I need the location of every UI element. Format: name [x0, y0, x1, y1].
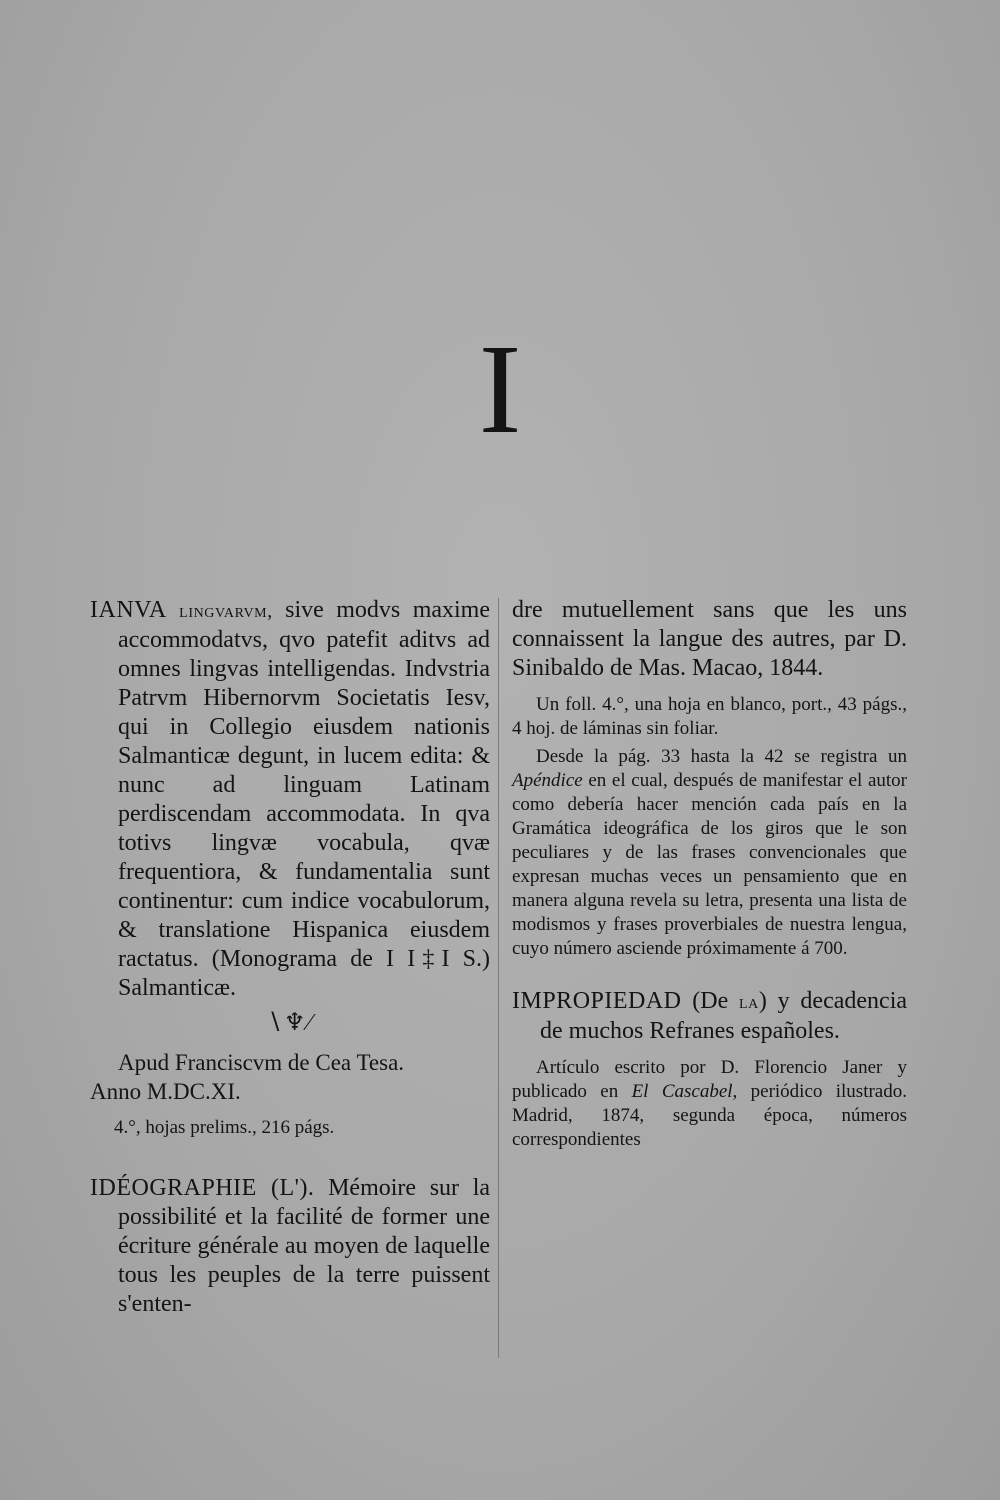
- right-column: [512, 596, 907, 1152]
- spacer: [90, 1140, 490, 1174]
- spacer: [512, 961, 907, 987]
- note-3-before: Artículo escrito por D. Florencio Janer y publicado en: [512, 1057, 907, 1102]
- entry-ideographie: [90, 1174, 490, 1319]
- note-3-after: , periódico ilustrado. Madrid, 1874, segunda época, números correspondientes: [512, 1081, 907, 1150]
- headword-paren-smallcaps: la: [739, 991, 759, 1013]
- entry-ianva: [90, 596, 490, 1003]
- imprint-line-2: Anno M.DC.XI.: [90, 1079, 241, 1104]
- printer-ornament: ∖♆⁄: [266, 1010, 314, 1036]
- entry-ianva-text: sive modvs maxime accommodatvs, qvo patefit aditvs ad omnes lingvas intelligendas. Indvstria Patrvm Hibernorvm Societatis Iesv, qui in Collegio eiusdem nationis Salmanticæ degunt, in lucem edita: & nunc ad linguam Latinam perdiscendam accommodata. In qva totivs lingvæ vocabula, qvæ frequentiora, & fundamentalia sunt continentur: cum indice vocabulorum, & translatione Hispanica eiusdem ractatus. (Monograma de I I‡I S.) Salmanticæ.: [118, 597, 490, 1001]
- note-impropiedad: [512, 1056, 907, 1152]
- entry-impropiedad: [512, 987, 907, 1046]
- entry-ideographie-continued: dre mutuellement sans que les uns connaissent la langue des autres, par D. Sinibaldo de Mas. Macao, 1844.: [512, 597, 907, 681]
- headword-paren-close: ): [758, 988, 767, 1014]
- note-2-after: en el cual, después de manifestar el autor como debería hacer mención cada país en la Gramática ideográfica de los giros que le son peculiares y de las frases convencionales que expresan muchas veces un pensamiento que en manera alguna revela su letra, presenta una lista de modismos y frases proverbiales de nuestra lengua, cuyo número asciende próximamente á 700.: [512, 770, 907, 959]
- left-column: [90, 596, 490, 1319]
- note-2-before: Desde la pág. 33 hasta la 42 se registra un: [536, 746, 907, 767]
- entry-ideographie-text: Mémoire sur la possibilité et la facilité de former une écriture générale au moyen de laquelle tous les peuples de la terre puissent s'enten-: [118, 1175, 491, 1317]
- note-3-emphasis: El Cascabel: [631, 1081, 733, 1102]
- column-divider: [498, 598, 499, 1358]
- headword-paren-open: (De: [692, 988, 729, 1014]
- note-ideographie-2: [512, 745, 907, 961]
- note-ideographie-1: Un foll. 4.°, una hoja en blanco, port., 43 págs., 4 hoj. de láminas sin foliar.: [512, 694, 907, 739]
- imprint-line-1: Apud Franciscvm de Cea Tesa.: [118, 1050, 405, 1075]
- entry-impropiedad-text: y decadencia de muchos Refranes españoles.: [540, 988, 908, 1044]
- headword-impropiedad: IMPROPIEDAD: [512, 988, 682, 1014]
- headword-ianva-smallcaps: lingvarvm,: [179, 600, 273, 622]
- note-2-emphasis: Apéndice: [512, 770, 583, 791]
- headword-ideographie: IDÉOGRAPHIE (L').: [90, 1175, 315, 1201]
- note-ianva: 4.°, hojas prelims., 216 págs.: [114, 1117, 335, 1138]
- chapter-letter: I: [478, 318, 522, 460]
- headword-ianva: IANVA: [90, 597, 167, 623]
